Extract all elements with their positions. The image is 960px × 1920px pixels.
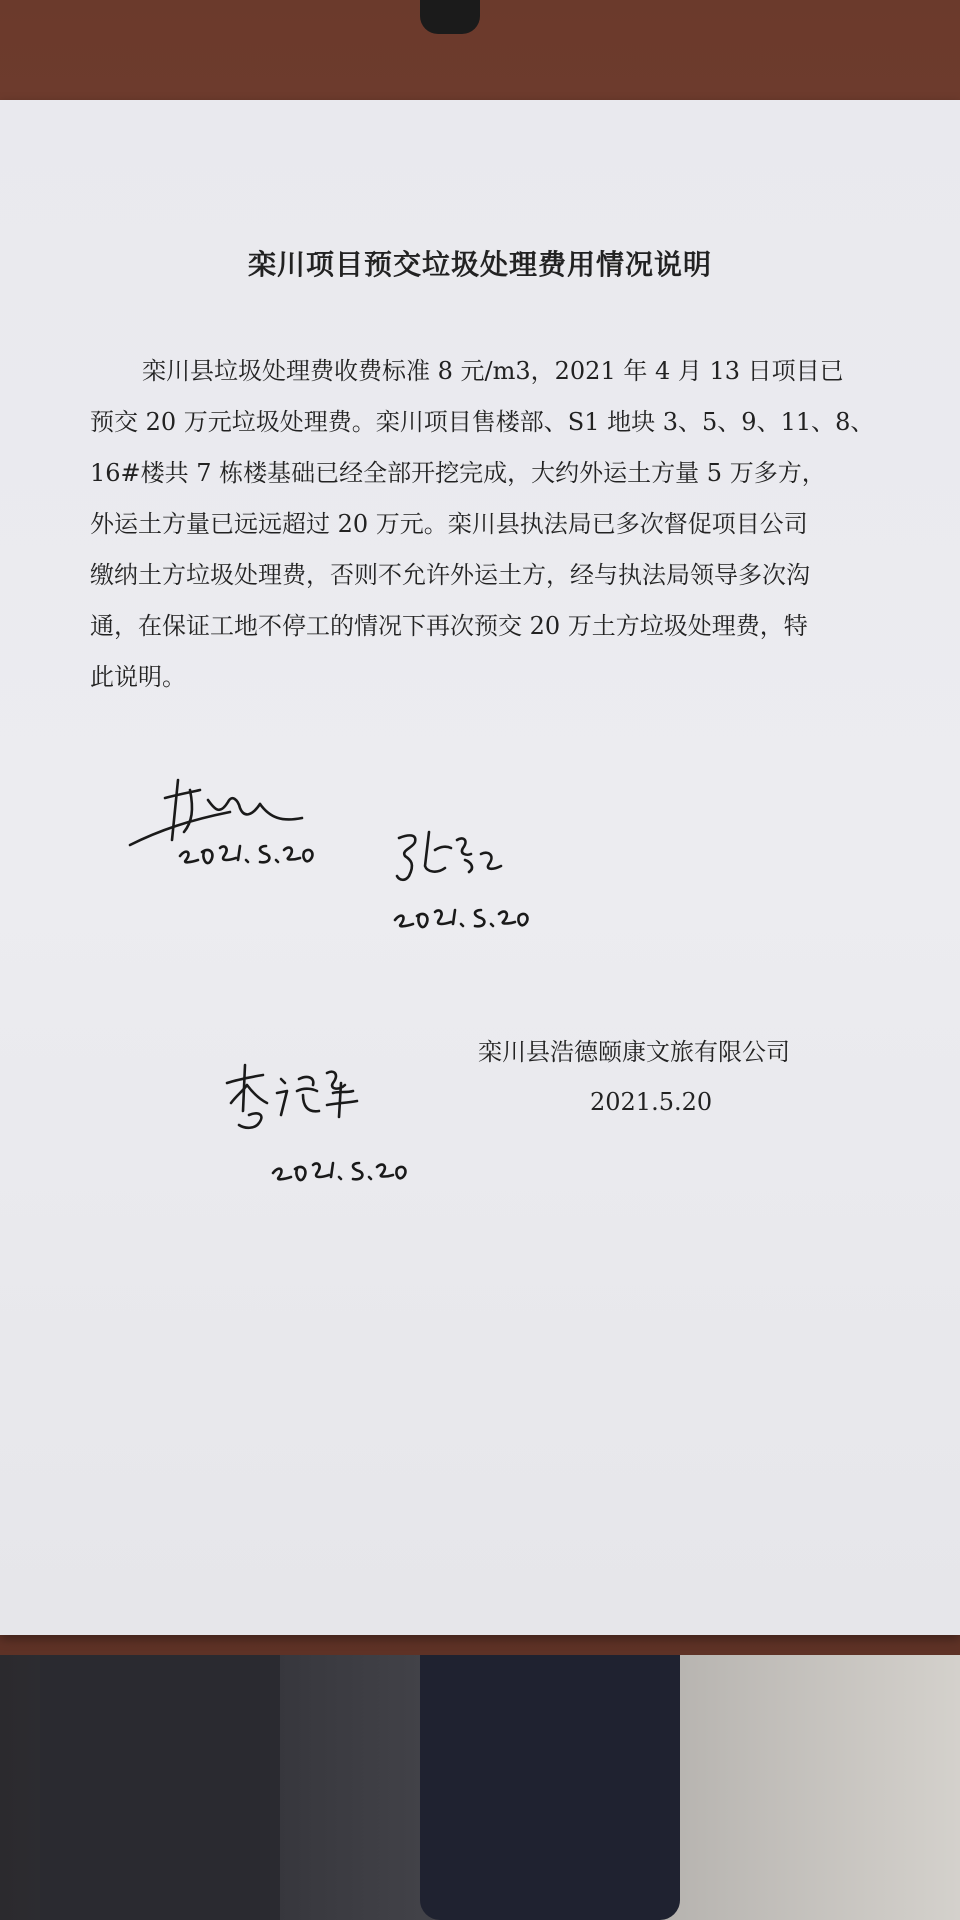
body-line: 缴纳土方垃圾处理费，否则不允许外运土方，经与执法局领导多次沟	[90, 561, 810, 589]
body-line: 16#楼共 7 栋楼基础已经全部开挖完成，大约外运土方量 5 万多方，	[90, 459, 826, 487]
body-line: 通，在保证工地不停工的情况下再次预交 20 万土方垃圾处理费，特	[90, 612, 808, 640]
chair-leg	[40, 1655, 280, 1920]
document-body	[90, 346, 875, 703]
handwritten-signature-1	[120, 760, 340, 870]
body-line: 栾川县垃圾处理费收费标准 8 元/m3，2021 年 4 月 13 日项目已	[142, 357, 844, 385]
pen	[420, 0, 480, 34]
document-title: 栾川项目预交垃圾处理费用情况说明	[247, 248, 712, 281]
body-line: 此说明。	[90, 663, 186, 691]
document-date: 2021.5.20	[590, 1088, 713, 1116]
body-line: 预交 20 万元垃圾处理费。栾川项目售楼部、S1 地块 3、5、9、11、8、	[90, 408, 875, 436]
handwritten-signature-3	[215, 1055, 465, 1175]
company-name: 栾川县浩德颐康文旅有限公司	[478, 1038, 790, 1066]
person-leg	[420, 1655, 680, 1920]
handwritten-signature-2	[385, 820, 555, 940]
body-line: 外运土方量已远远超过 20 万元。栾川县执法局已多次督促项目公司	[90, 510, 808, 538]
